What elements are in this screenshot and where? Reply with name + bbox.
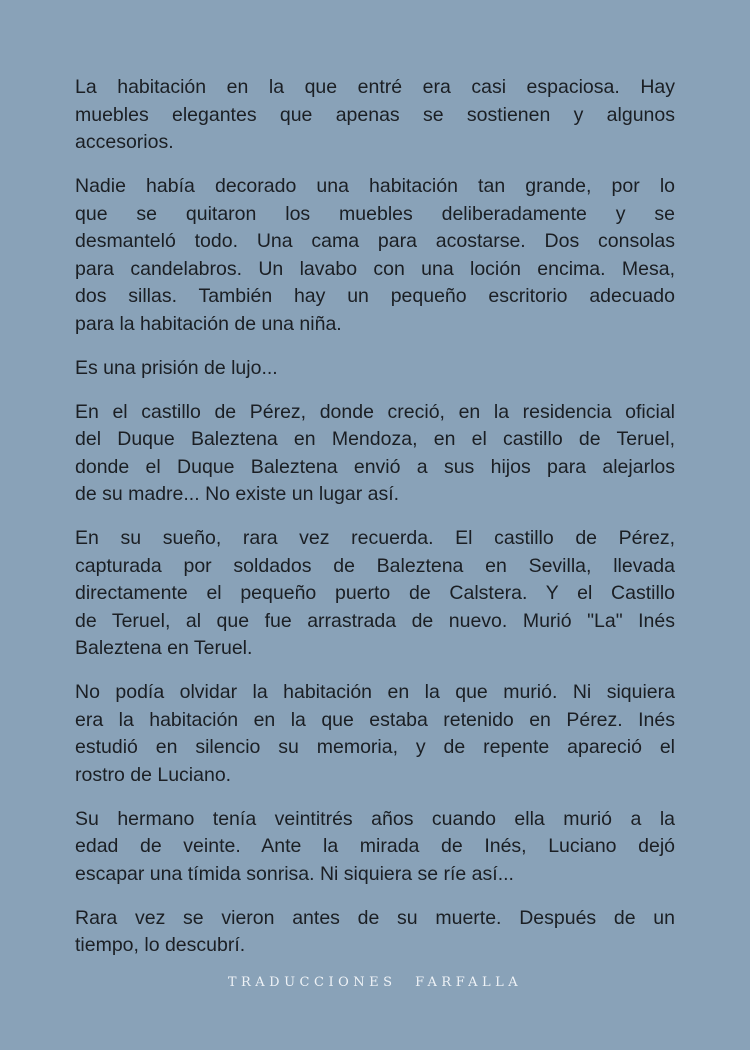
paragraph: [75, 905, 675, 960]
text-line: desmanteló todo. Una cama para acostarse. Dos consolas: [75, 230, 675, 252]
paragraph: [75, 173, 675, 338]
text-line: escapar una tímida sonrisa. Ni siquiera se ríe así...: [75, 862, 514, 885]
paragraph: [75, 806, 675, 889]
paragraph: [75, 525, 675, 663]
text-line: para candelabros. Un lavabo con una loción encima. Mesa,: [75, 257, 675, 280]
text-line: de Teruel, al que fue arrastrada de nuevo. Murió "La" Inés: [75, 609, 675, 632]
paragraph: [75, 355, 675, 383]
text-line: Nadie había decorado una habitación tan grande, por lo: [75, 175, 675, 197]
text-line: donde el Duque Baleztena envió a sus hijos para alejarlos: [75, 455, 675, 478]
text-line: rostro de Luciano.: [75, 763, 232, 786]
text-line: No podía olvidar la habitación en la que murió. Ni siquiera: [75, 681, 675, 703]
text-line: del Duque Baleztena en Mendoza, en el castillo de Teruel,: [75, 428, 675, 450]
text-line: La habitación en la que entré era casi espaciosa. Hay: [75, 76, 675, 98]
text-line: accesorios.: [75, 131, 174, 153]
text-line: En el castillo de Pérez, donde creció, en la residencia oficial: [75, 400, 675, 423]
text-line: Su hermano tenía veintitrés años cuando ella murió a la: [75, 807, 675, 830]
text-line: dos sillas. También hay un pequeño escritorio adecuado: [75, 285, 675, 307]
paragraph: [75, 399, 675, 509]
paragraph: [75, 679, 675, 789]
text-line: de su madre... No existe un lugar así.: [75, 483, 400, 505]
text-line: muebles elegantes que apenas se sostienen y algunos: [75, 103, 675, 126]
footer-credit: TRADUCCIONES FARFALLA: [227, 975, 523, 990]
text-line: tiempo, lo descubrí.: [75, 934, 246, 956]
text-line: Baleztena en Teruel.: [75, 637, 253, 659]
text-line: capturada por soldados de Baleztena en Sevilla, llevada: [75, 554, 675, 577]
paragraph: [75, 74, 675, 157]
text-line: edad de veinte. Ante la mirada de Inés, Luciano dejó: [75, 835, 675, 857]
text-line: Es una prisión de lujo...: [75, 356, 278, 379]
text-line: que se quitaron los muebles deliberadamente y se: [75, 202, 675, 225]
text-line: En su sueño, rara vez recuerda. El castillo de Pérez,: [75, 527, 675, 549]
text-line: para la habitación de una niña.: [75, 312, 342, 335]
document-body: [75, 74, 675, 976]
text-line: Rara vez se vieron antes de su muerte. Después de un: [75, 906, 675, 929]
text-line: era la habitación en la que estaba retenido en Pérez. Inés: [75, 708, 675, 731]
text-line: directamente el pequeño puerto de Calstera. Y el Castillo: [75, 582, 675, 604]
text-line: estudió en silencio su memoria, y de repente apareció el: [75, 736, 675, 758]
